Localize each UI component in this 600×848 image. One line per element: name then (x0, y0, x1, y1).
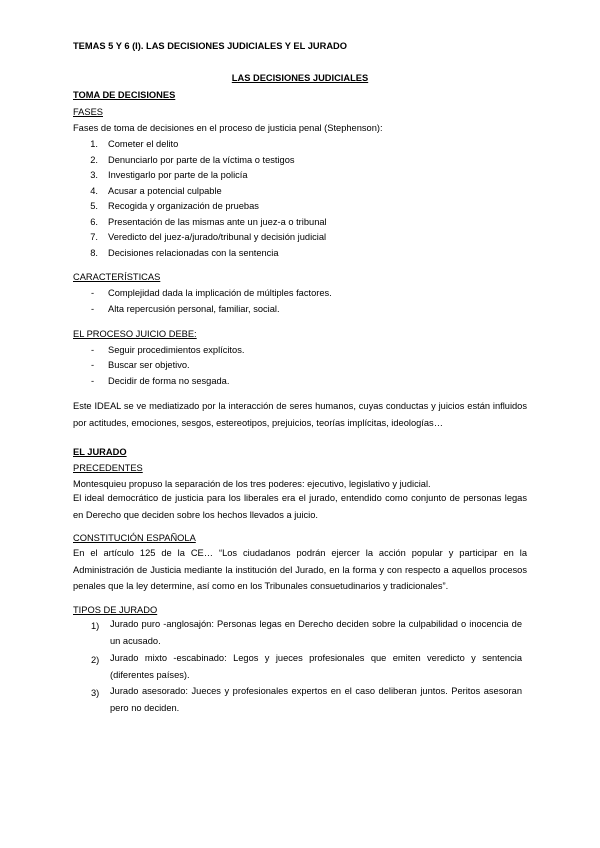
precedentes-label: PRECEDENTES (73, 463, 143, 473)
constitucion-label: CONSTITUCIÓN ESPAÑOLA (73, 533, 196, 543)
fases-label: FASES (73, 107, 103, 117)
toma-heading: TOMA DE DECISIONES (73, 90, 176, 100)
precedentes-p2: El ideal democrático de justicia para los liberales era el jurado, entendido como conjunto de personas legas en Derecho que deciden sobre los hechos llevados a juicio. (73, 493, 527, 520)
constitucion-text: En el artículo 125 de la CE… “Los ciudadanos podrán ejercer la acción popular y participar en la Administración de Justicia mediante la institución del Jurado, en la forma y con respecto a aquellos procesos penales que la ley determine, así como en los Tribunales consuetudinarios y tradicionales”. (73, 548, 527, 591)
ideal-paragraph: Este IDEAL se ve mediatizado por la interacción de seres humanos, cuyas conductas y juicios están influidos por actitudes, emociones, sesgos, estereotipos, prejuicios, teorías implícitas, ideologías… (73, 401, 527, 428)
proceso-heading: EL PROCESO JUICIO DEBE: (73, 329, 197, 339)
precedentes-p1: Montesquieu propuso la separación de los tres poderes: ejecutivo, legislativo y judicial. (73, 479, 431, 489)
tipos-label: TIPOS DE JURADO (73, 605, 158, 615)
caracteristicas-heading: CARACTERÍSTICAS (73, 272, 161, 282)
section-title: LAS DECISIONES JUDICIALES (231, 73, 369, 83)
document-title: TEMAS 5 Y 6 (I). LAS DECISIONES JUDICIALES Y EL JURADO (73, 41, 347, 51)
jurado-heading: EL JURADO (73, 447, 127, 457)
fases-intro: Fases de toma de decisiones en el proceso de justicia penal (Stephenson): (73, 123, 383, 133)
